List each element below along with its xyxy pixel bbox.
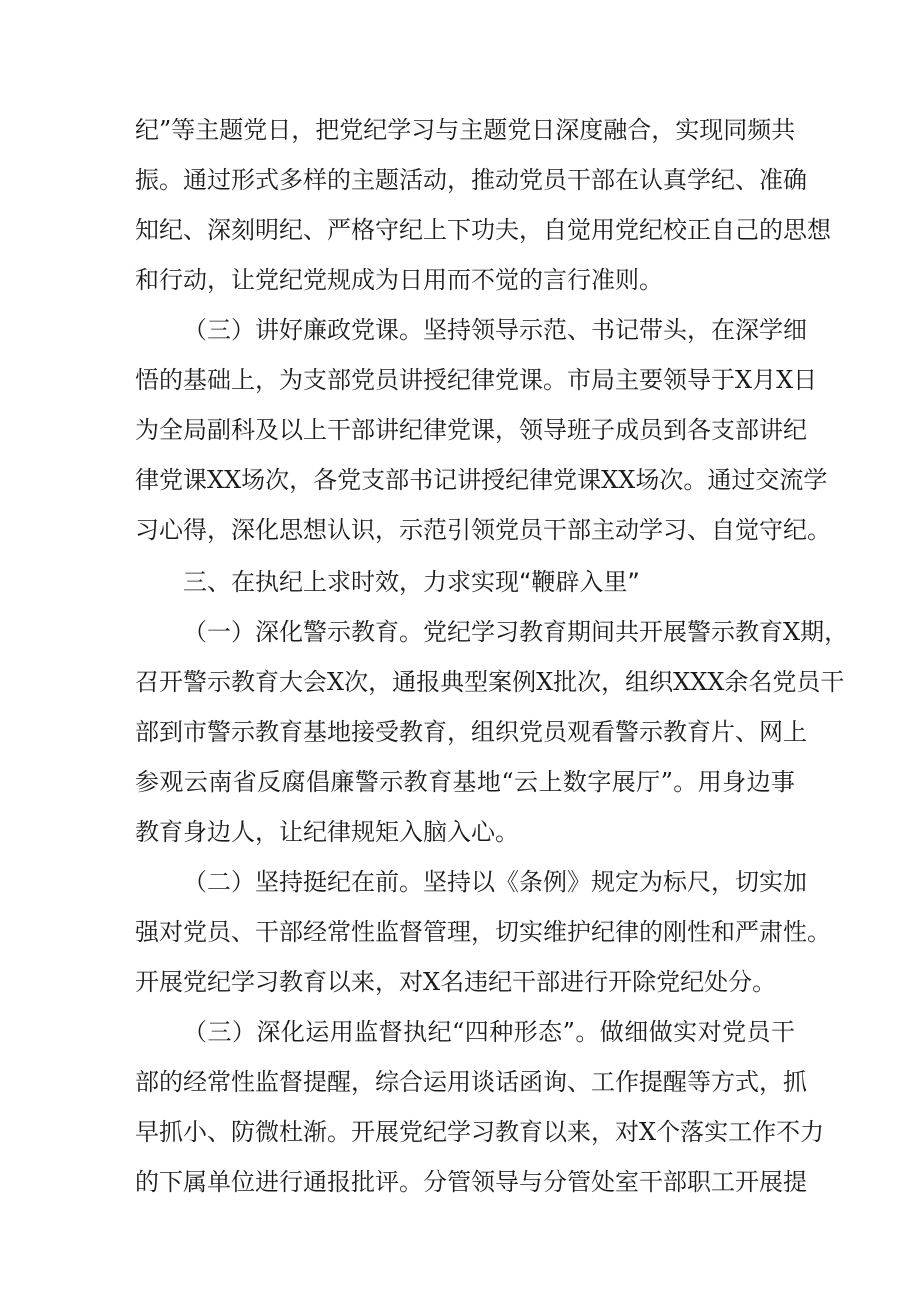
paragraph-line: （三）深化运用监督执纪“四种形态”。做细做实对党员干 xyxy=(183,1018,795,1046)
paragraph-line: 开展党纪学习教育以来，对X名违纪干部进行开除党纪处分。 xyxy=(135,968,777,996)
paragraph-line: 律党课XX场次，各党支部书记讲授纪律党课XX场次。通过交流学 xyxy=(135,466,828,494)
paragraph-line: 习心得，深化思想认识，示范引领党员干部主动学习、自觉守纪。 xyxy=(135,516,831,544)
paragraph-line: 早抓小、防微杜渐。开展党纪学习教育以来，对X个落实工作不力 xyxy=(135,1118,825,1146)
paragraph-line: 的下属单位进行通报批评。分管领导与分管处室干部职工开展提 xyxy=(135,1168,807,1196)
paragraph-line: 参观云南省反腐倡廉警示教育基地“云上数字展厅”。用身边事 xyxy=(135,768,795,796)
paragraph-line: （三）讲好廉政党课。坚持领导示范、书记带头，在深学细 xyxy=(183,316,807,344)
paragraph-line: 知纪、深刻明纪、严格守纪上下功夫，自觉用党纪校正自己的思想 xyxy=(135,216,831,244)
paragraph-line: 和行动，让党纪党规成为日用而不觉的言行准则。 xyxy=(135,266,663,294)
paragraph-line: 纪”等主题党日，把党纪学习与主题党日深度融合，实现同频共 xyxy=(135,116,796,144)
paragraph-line: 部的经常性监督提醒，综合运用谈话函询、工作提醒等方式，抓 xyxy=(135,1068,807,1096)
paragraph-line: 部到市警示教育基地接受教育，组织党员观看警示教育片、网上 xyxy=(135,718,807,746)
section-heading: 三、在执纪上求时效，力求实现“鞭辟入里” xyxy=(183,568,640,596)
paragraph-line: 强对党员、干部经常性监督管理，切实维护纪律的刚性和严肃性。 xyxy=(135,918,831,946)
paragraph-line: （二）坚持挺纪在前。坚持以《条例》规定为标尺，切实加 xyxy=(183,868,807,896)
paragraph-line: 为全局副科及以上干部讲纪律党课，领导班子成员到各支部讲纪 xyxy=(135,416,807,444)
paragraph-line: 召开警示教育大会X次，通报典型案例X批次，组织XXX余名党员干 xyxy=(135,668,845,696)
paragraph-line: （一）深化警示教育。党纪学习教育期间共开展警示教育X期， xyxy=(183,618,849,646)
paragraph-line: 悟的基础上，为支部党员讲授纪律党课。市局主要领导于X月X日 xyxy=(135,366,818,394)
paragraph-line: 振。通过形式多样的主题活动，推动党员干部在认真学纪、准确 xyxy=(135,166,807,194)
paragraph-line: 教育身边人，让纪律规矩入脑入心。 xyxy=(135,818,519,846)
